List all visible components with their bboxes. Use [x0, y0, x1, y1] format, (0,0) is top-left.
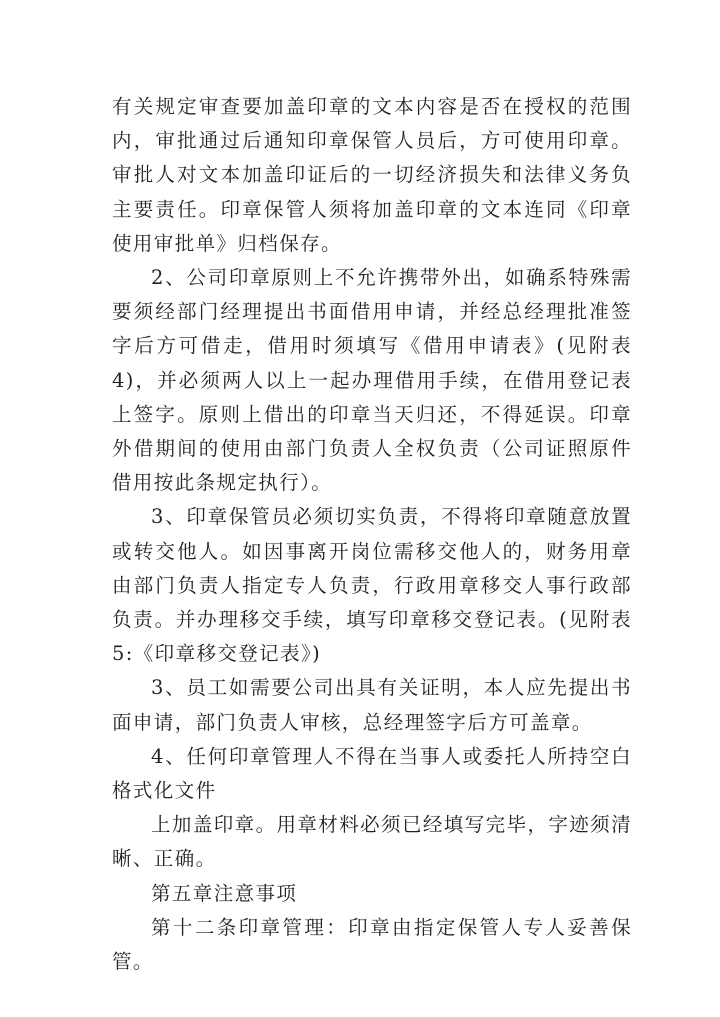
paragraph-blank-document-rule: 4、任何印章管理人不得在当事人或委托人所持空白格式化文件: [112, 744, 632, 803]
paragraph-seal-custodian: 3、印章保管员必须切实负责，不得将印章随意放置或转交他人。如因事离开岗位需移交他人的，财务用章由部门负责人指定专人负责，行政用章移交人事行政部负责。并办理移交手续，填写印章移交登记表。(见附表5:《印章移交登记表》): [112, 505, 632, 666]
paragraph-approval-continuation: 有关规定审查要加盖印章的文本内容是否在授权的范围内，审批通过后通知印章保管人员后，方可使用印章。审批人对文本加盖印证后的一切经济损失和法律义务负主要责任。印章保管人须将加盖印章的文本连同《印章使用审批单》归档保存。: [112, 95, 632, 255]
document-body: [112, 90, 632, 979]
article-twelve-seal-management: 第十二条印章管理：印章由指定保管人专人妥善保管。: [112, 915, 632, 974]
paragraph-seal-material-rule: 上加盖印章。用章材料必须已经填写完毕，字迹须清晰、正确。: [112, 813, 632, 871]
chapter-five-heading: 第五章注意事项: [151, 881, 298, 905]
paragraph-certificate-request: 3、员工如需要公司出具有关证明，本人应先提出书面申请，部门负责人审核，总经理签字后方可盖章。: [112, 676, 632, 734]
paragraph-seal-borrowing: 2、公司印章原则上不允许携带外出，如确系特殊需要须经部门经理提出书面借用申请，并经总经理批准签字后方可借走，借用时须填写《借用申请表》(见附表4)，并必须两人以上一起办理借用手续，在借用登记表上签字。原则上借出的印章当天归还，不得延误。印章外借期间的使用由部门负责人全权负责（公司证照原件借用按此条规定执行）。: [112, 266, 632, 495]
